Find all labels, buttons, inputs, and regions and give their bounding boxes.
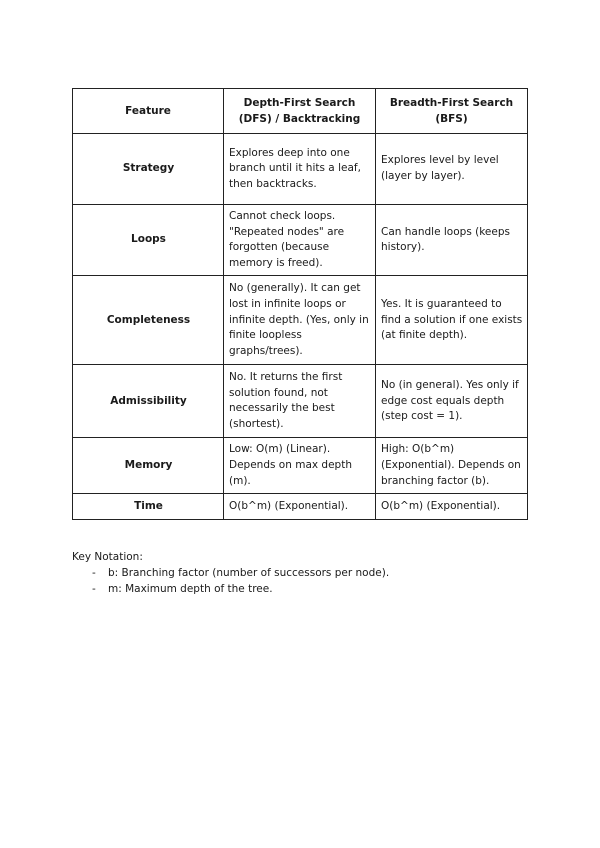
table-row <box>73 205 528 276</box>
dfs-cell: O(b^m) (Exponential). <box>224 494 376 520</box>
feature-cell: Strategy <box>73 134 224 205</box>
key-notation <box>72 549 532 597</box>
bfs-cell: No (in general). Yes only if edge cost equals depth (step cost = 1). <box>376 365 528 438</box>
bfs-cell: O(b^m) (Exponential). <box>376 494 528 520</box>
feature-cell: Completeness <box>73 276 224 365</box>
header-feature: Feature <box>73 89 224 134</box>
notation-item-text: m: Maximum depth of the tree. <box>108 583 273 595</box>
bfs-cell: Yes. It is guaranteed to find a solution if one exists (at finite depth). <box>376 276 528 365</box>
header-bfs: Breadth-First Search (BFS) <box>376 89 528 134</box>
table-header-row <box>73 89 528 134</box>
key-notation-title: Key Notation: <box>72 551 143 563</box>
bfs-cell: Explores level by level (layer by layer). <box>376 134 528 205</box>
notation-item-text: b: Branching factor (number of successors per node). <box>108 567 390 579</box>
feature-cell: Memory <box>73 438 224 494</box>
table-row <box>73 494 528 520</box>
dfs-cell: No. It returns the first solution found, not necessarily the best (shortest). <box>224 365 376 438</box>
notation-list <box>72 565 532 597</box>
feature-cell: Admissibility <box>73 365 224 438</box>
list-item <box>92 565 532 581</box>
dfs-cell: No (generally). It can get lost in infinite loops or infinite depth. (Yes, only in finite loopless graphs/trees). <box>224 276 376 365</box>
dfs-cell: Cannot check loops. "Repeated nodes" are forgotten (because memory is freed). <box>224 205 376 276</box>
table-row <box>73 365 528 438</box>
dash-bullet: - <box>92 583 96 595</box>
table-row <box>73 134 528 205</box>
dfs-cell: Explores deep into one branch until it hits a leaf, then backtracks. <box>224 134 376 205</box>
bfs-cell: Can handle loops (keeps history). <box>376 205 528 276</box>
header-dfs: Depth-First Search (DFS) / Backtracking <box>224 89 376 134</box>
bfs-cell: High: O(b^m) (Exponential). Depends on branching factor (b). <box>376 438 528 494</box>
table-row <box>73 438 528 494</box>
table-row <box>73 276 528 365</box>
feature-cell: Time <box>73 494 224 520</box>
comparison-table <box>72 88 528 520</box>
feature-cell: Loops <box>73 205 224 276</box>
list-item <box>92 581 532 597</box>
dfs-cell: Low: O(m) (Linear). Depends on max depth (m). <box>224 438 376 494</box>
dash-bullet: - <box>92 567 96 579</box>
